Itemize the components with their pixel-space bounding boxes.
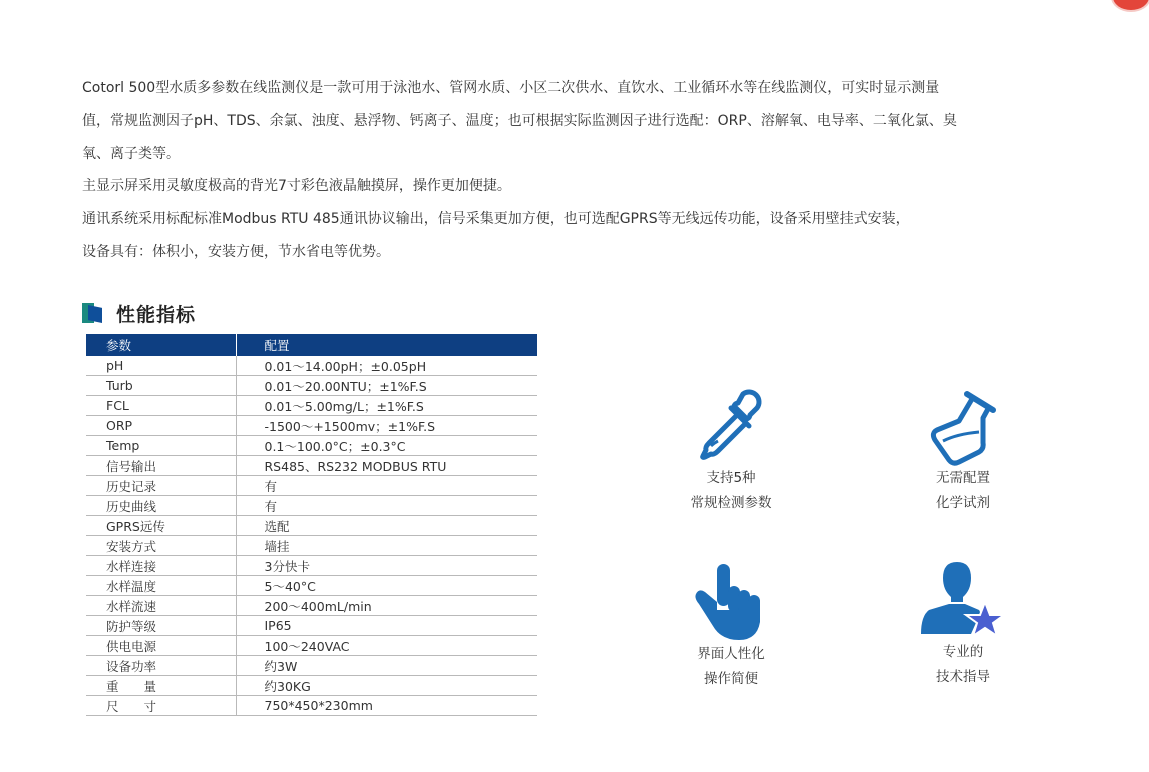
feature-line-1: 界面人性化 <box>697 646 765 662</box>
param-value-cell: 0.01～14.00pH；±0.05pH <box>236 356 537 376</box>
table-row <box>86 376 537 396</box>
hand-pointer-icon <box>691 562 771 642</box>
param-value-cell: 约30KG <box>236 676 537 696</box>
param-value-cell: 750*450*230mm <box>236 696 537 716</box>
intro-line: Cotorl 500型水质多参数在线监测仪是一款可用于泳池水、管网水质、小区二次供水、直饮水、工业循环水等在线监测仪，可实时显示测量 <box>82 80 940 96</box>
expert-star-icon <box>919 560 1007 640</box>
table-row <box>86 356 537 376</box>
table-row <box>86 596 537 616</box>
feature-line-1: 无需配置 <box>936 470 990 486</box>
table-row <box>86 476 537 496</box>
param-value-cell: 5～40°C <box>236 576 537 596</box>
feature-line-2: 化学试剂 <box>936 495 990 511</box>
table-row <box>86 556 537 576</box>
param-name-cell: 水样流速 <box>86 596 236 616</box>
param-name-cell: 水样连接 <box>86 556 236 576</box>
param-value-cell: 有 <box>236 476 537 496</box>
notification-badge[interactable] <box>1113 0 1149 10</box>
table-row <box>86 676 537 696</box>
table-row <box>86 456 537 476</box>
param-value-cell: RS485、RS232 MODBUS RTU <box>236 456 537 476</box>
table-row <box>86 436 537 456</box>
header-config: 配置 <box>236 334 537 356</box>
table-row <box>86 396 537 416</box>
feature-detection-params <box>656 386 806 516</box>
feature-line-2: 常规检测参数 <box>690 495 772 511</box>
header-param: 参数 <box>86 334 236 356</box>
param-value-cell: 选配 <box>236 516 537 536</box>
intro-line: 值，常规监测因子pH、TDS、余氯、浊度、悬浮物、钙离子、温度；也可根据实际监测因子进行选配：ORP、溶解氧、电导率、二氧化氯、臭 <box>82 112 957 129</box>
feature-line-1: 支持5种 <box>706 470 756 486</box>
param-name-cell: 历史曲线 <box>86 496 236 516</box>
table-row <box>86 536 537 556</box>
param-value-cell: 有 <box>236 496 537 516</box>
feature-ui-friendly <box>656 562 806 692</box>
param-value-cell: 3分快卡 <box>236 556 537 576</box>
feature-line-2: 技术指导 <box>936 669 990 685</box>
param-name-cell: 安装方式 <box>86 536 236 556</box>
table-row <box>86 616 537 636</box>
feature-no-reagent <box>888 386 1038 516</box>
param-name-cell: FCL <box>86 396 236 416</box>
param-name-cell: 供电电源 <box>86 636 236 656</box>
param-value-cell: 约3W <box>236 656 537 676</box>
dropper-icon <box>691 386 771 466</box>
param-name-cell: ORP <box>86 416 236 436</box>
feature-line-1: 专业的 <box>942 644 984 660</box>
param-value-cell: 墙挂 <box>236 536 537 556</box>
feature-expert-support <box>888 560 1038 690</box>
param-name-cell: 设备功率 <box>86 656 236 676</box>
table-row <box>86 576 537 596</box>
intro-line: 氧、离子类等。 <box>82 145 180 162</box>
param-name-cell: Turb <box>86 376 236 396</box>
table-row <box>86 496 537 516</box>
param-name-cell: 尺 寸 <box>86 696 236 716</box>
param-value-cell: 0.01～5.00mg/L；±1%F.S <box>236 396 537 416</box>
param-name-cell: pH <box>86 356 236 376</box>
feature-line-2: 操作简便 <box>704 671 758 687</box>
param-name-cell: 水样温度 <box>86 576 236 596</box>
param-name-cell: GPRS远传 <box>86 516 236 536</box>
intro-text <box>82 72 1042 269</box>
param-value-cell: 0.01～20.00NTU；±1%F.S <box>236 376 537 396</box>
table-row <box>86 636 537 656</box>
intro-line: 通讯系统采用标配标准Modbus RTU 485通讯协议输出，信号采集更加方便，也可选配GPRS等无线远传功能，设备采用壁挂式安装， <box>82 211 910 228</box>
intro-line: 主显示屏采用灵敏度极高的背光7寸彩色液晶触摸屏，操作更加便捷。 <box>82 178 511 195</box>
table-row <box>86 516 537 536</box>
param-name-cell: Temp <box>86 436 236 456</box>
param-value-cell: 0.1～100.0°C；±0.3°C <box>236 436 537 456</box>
param-value-cell: IP65 <box>236 616 537 636</box>
section-heading <box>82 300 196 326</box>
param-value-cell: -1500～+1500mv；±1%F.S <box>236 416 537 436</box>
spec-table <box>86 334 537 716</box>
table-row <box>86 656 537 676</box>
param-name-cell: 信号输出 <box>86 456 236 476</box>
table-row <box>86 416 537 436</box>
intro-line: 设备具有：体积小，安装方便，节水省电等优势。 <box>82 243 390 260</box>
param-name-cell: 防护等级 <box>86 616 236 636</box>
flask-icon <box>923 386 1003 466</box>
param-name-cell: 历史记录 <box>86 476 236 496</box>
section-mark-icon <box>82 302 102 324</box>
table-row <box>86 696 537 716</box>
table-header-row <box>86 334 537 356</box>
section-title: 性能指标 <box>116 303 197 326</box>
param-value-cell: 100～240VAC <box>236 636 537 656</box>
param-value-cell: 200～400mL/min <box>236 596 537 616</box>
param-name-cell: 重 量 <box>86 676 236 696</box>
